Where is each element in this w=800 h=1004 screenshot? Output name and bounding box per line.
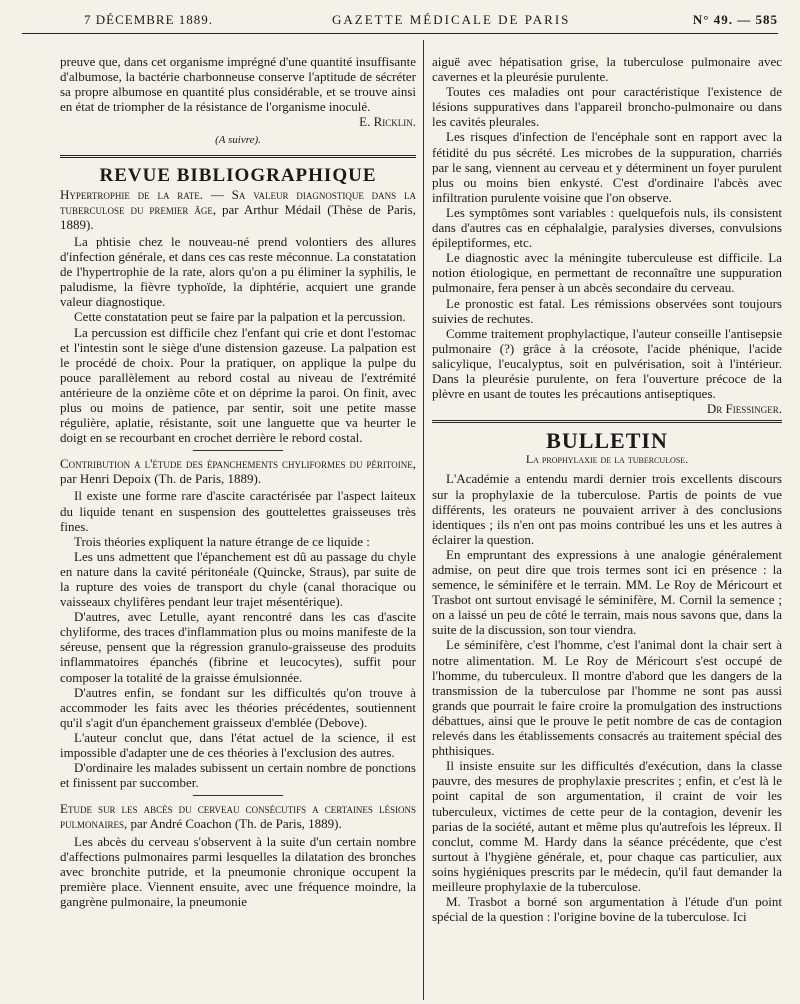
paragraph: Toutes ces maladies ont pour caractéristique l'existence de lésions suppuratives dans l'appareil broncho-pulmonaire ou dans les cavités pleurales. <box>432 84 782 130</box>
section-title: REVUE BIBLIOGRAPHIQUE <box>99 164 377 186</box>
page-header <box>22 6 778 34</box>
paragraph: Comme traitement prophylactique, l'auteur conseille l'antisepsie pulmonaire (?) grâce à la créosote, l'acide phénique, l'acide salicylique, l'eucalyptus, soit en pulvérisation, soit à l'intérieur. Dans la pleurésie purulente, on fera l'ouverture précoce de la plèvre en usant de toutes les précautions antiseptiques. <box>432 325 782 402</box>
section-rule <box>432 420 782 423</box>
bibliography-entry <box>60 456 416 486</box>
entry-citation: par André Coachon (Th. de Paris, 1889). <box>127 816 342 832</box>
left-column <box>60 54 416 909</box>
paragraph: En empruntant des expressions à une analogie généralement admise, on peut dire que trois termes sont ici en présence : la semence, le séminifère et le terrain. MM. Le Roy de Méricourt et Trasbot ont surtout envisagé le séminifère, M. Cornil la semence ; on a laissé un peu de côté le terrain, mais nous savons que, dans la suite de la discussion, son tour viendra. <box>432 546 782 638</box>
entry-citation: par Arthur Médail (Thèse de Paris, 1889). <box>60 201 416 232</box>
paragraph: D'ordinaire les malades subissent un certain nombre de ponctions et finissent par succomber. <box>60 760 416 791</box>
bibliography-entry <box>60 187 416 232</box>
entry-title: Contribution a l'étude des épanchements chyliformes du péritoine, <box>60 456 416 472</box>
paragraph: La percussion est difficile chez l'enfant qui crie et dont l'estomac et l'intestin sont le siège d'une distension gazeuse. La palpation est le procédé de choix. Pour la pratiquer, on applique la pulpe du pouce parallèlement au rebord costal au niveau de l'extrémité antérieure de la onzième côte et on déprime la paroi. On finit, avec plus ou moins de patience, par sentir, soit une petite masse régulière, aplatie, résistante, soit une languette que va heurter le doigt en se recourbant en crochet derrière le rebord costal. <box>60 324 416 446</box>
paragraph: Les abcès du cerveau s'observent à la suite d'un certain nombre d'affections pulmonaires parmi lesquelles la dilatation des bronches avec bronchite putride, et la pneumonie chronique occupent la première place. Viennent ensuite, avec une fréquence moindre, la gangrène pulmonaire, la pneumonie <box>60 833 416 909</box>
paragraph: La phtisie chez le nouveau-né prend volontiers des allures d'infection générale, et dans ces cas reste méconnue. La constatation de l'hypertrophie de la rate, alors qu'on a pu éliminer la syphilis, le paludisme, la fièvre typhoïde, la diphtérie, acquiert une grande valeur diagnostique. <box>60 233 416 310</box>
paragraph: D'autres enfin, se fondant sur les difficultés qu'on trouve à accommoder les faits avec les théories précédentes, soutiennent qu'il s'agit d'un épanchement graisseux d'emblée (Debove). <box>60 684 416 730</box>
paragraph: Le diagnostic avec la méningite tuberculeuse est difficile. La notion étiologique, en permettant de reconnaître une suppuration pulmonaire, fera penser à un abcès secondaire du cerveau. <box>432 250 782 296</box>
paragraph: M. Trasbot a borné son argumentation à l'étude d'un point spécial de la question : l'origine bovine de la tuberculose. Ici <box>432 894 782 925</box>
entry-title: Etude sur les abcès du cerveau consécutifs a certaines lésions pulmonaires, <box>60 801 416 832</box>
entry-citation: par Henri Depoix (Th. de Paris, 1889). <box>60 471 262 487</box>
paragraph: Il existe une forme rare d'ascite caractérisée par l'aspect laiteux du liquide tenant en suspension des gouttelettes graisseuses très fines. <box>60 488 416 534</box>
section-subtitle: La prophylaxie de la tuberculose. <box>525 452 689 467</box>
entry-title: Hypertrophie de la rate. — Sa valeur diagnostique dans la tuberculose du premier âge, <box>60 186 416 217</box>
header-page-number: N° 49. — 585 <box>692 12 778 27</box>
signature: E. Ricklin. <box>359 114 416 130</box>
column-separator <box>423 40 424 1000</box>
signature: Dr Fiessinger. <box>706 401 782 417</box>
header-title: GAZETTE MÉDICALE DE PARIS <box>332 12 571 27</box>
paragraph: Cette constatation peut se faire par la palpation et la percussion. <box>74 309 406 325</box>
paragraph: Les symptômes sont variables : quelquefois nuls, ils consistent dans d'autres cas en céphalalgie, paralysies diverses, convulsions épileptiformes, etc. <box>432 204 782 251</box>
divider <box>193 450 283 451</box>
divider <box>193 795 283 796</box>
paragraph: D'autres, avec Letulle, ayant rencontré dans les cas d'ascite chyliforme, des traces d'inflammation plus ou moins manifeste de la séreuse, pensent que la régression granulo-graisseuse des produits inflammatoires épanchés (fibrine et leucocytes), suffit pour composer la totalité de la graisse émulsionnée. <box>60 609 416 685</box>
paragraph: Le séminifère, c'est l'homme, c'est l'animal dont la chair sert à notre alimentation. M. Le Roy de Méricourt s'est occupé de l'homme, du tuberculeux. Il montre d'abord que les dangers de la transmission de la tuberculose par l'homme ne sont pas aussi grands que pourrait le faire croire la promulgation des instructions débattues, ainsi que le prouve le petit nombre de cas de contagion relevés dans les établissements consacrés au traitement spécial des phthisiques. <box>432 637 782 759</box>
paragraph: preuve que, dans cet organisme imprégné d'une quantité insuffisante d'albumose, la bactérie charbonneuse conserve l'aptitude de sécréter sa propre albumose en quantité plus considérable, et se trouve ainsi en état de triompher de la résistance de l'organisme inoculé. <box>60 54 416 115</box>
paragraph: Il insiste ensuite sur les difficultés d'exécution, dans la classe pauvre, des mesures de prophylaxie prescrites ; enfin, et c'est là le point capital de son argumentation, il craint de voir les tuberculeux, victimes de cette peur de la contagion, devenir les parias de la société, autant et même plus qu'autrefois les lépreux. Il conclut, comme M. Hardy dans la séance précédente, que c'est surtout à l'hygiène générale, et, pour chaque cas particulier, aux soins hygiéniques prescrits par le médecin, qu'il faut demander la meilleure prophylaxie de la tuberculose. <box>432 758 782 894</box>
paragraph: Les uns admettent que l'épanchement est dû au passage du chyle en nature dans la cavité péritonéale (Quincke, Straus), par suite de la rupture des voies de transport du chyle (canal thoracique ou vaisseaux chylifères pendant leur trajet mésentérique). <box>60 548 416 610</box>
section-rule <box>60 155 416 158</box>
continued-note: (A suivre). <box>215 134 261 147</box>
bibliography-entry <box>60 801 416 831</box>
right-column <box>432 54 782 924</box>
header-rule <box>22 33 778 34</box>
paragraph: Les risques d'infection de l'encéphale sont en rapport avec la fétidité du pus sécrété. Les microbes de la suppuration, charriés par le sang, viennent au cerveau et y déterminent un foyer purulent plus ou moins bien enkysté. C'est d'ordinaire l'abcès avec infiltration purulente voisine que l'on observe. <box>432 129 782 205</box>
paragraph: L'Académie a entendu mardi dernier trois excellents discours sur la prophylaxie de la tuberculose. Partis de points de vue différents, les orateurs ne pouvaient arriver à des conclusions identiques ; ils n'en ont pas moins contribué les uns et les autres à éclairer la question. <box>432 471 782 547</box>
paragraph: Le pronostic est fatal. Les rémissions observées sont toujours suivies de rechutes. <box>432 295 782 326</box>
header-date: 7 DÉCEMBRE 1889. <box>84 12 214 27</box>
paragraph: Trois théories expliquent la nature étrange de ce liquide : <box>74 533 370 549</box>
paragraph: L'auteur conclut que, dans l'état actuel de la science, il est impossible d'adapter une de ces théories à l'exclusion des autres. <box>60 729 416 761</box>
section-title: BULLETIN <box>546 428 668 454</box>
paragraph: aiguë avec hépatisation grise, la tuberculose pulmonaire avec cavernes et la pleurésie purulente. <box>432 54 782 85</box>
